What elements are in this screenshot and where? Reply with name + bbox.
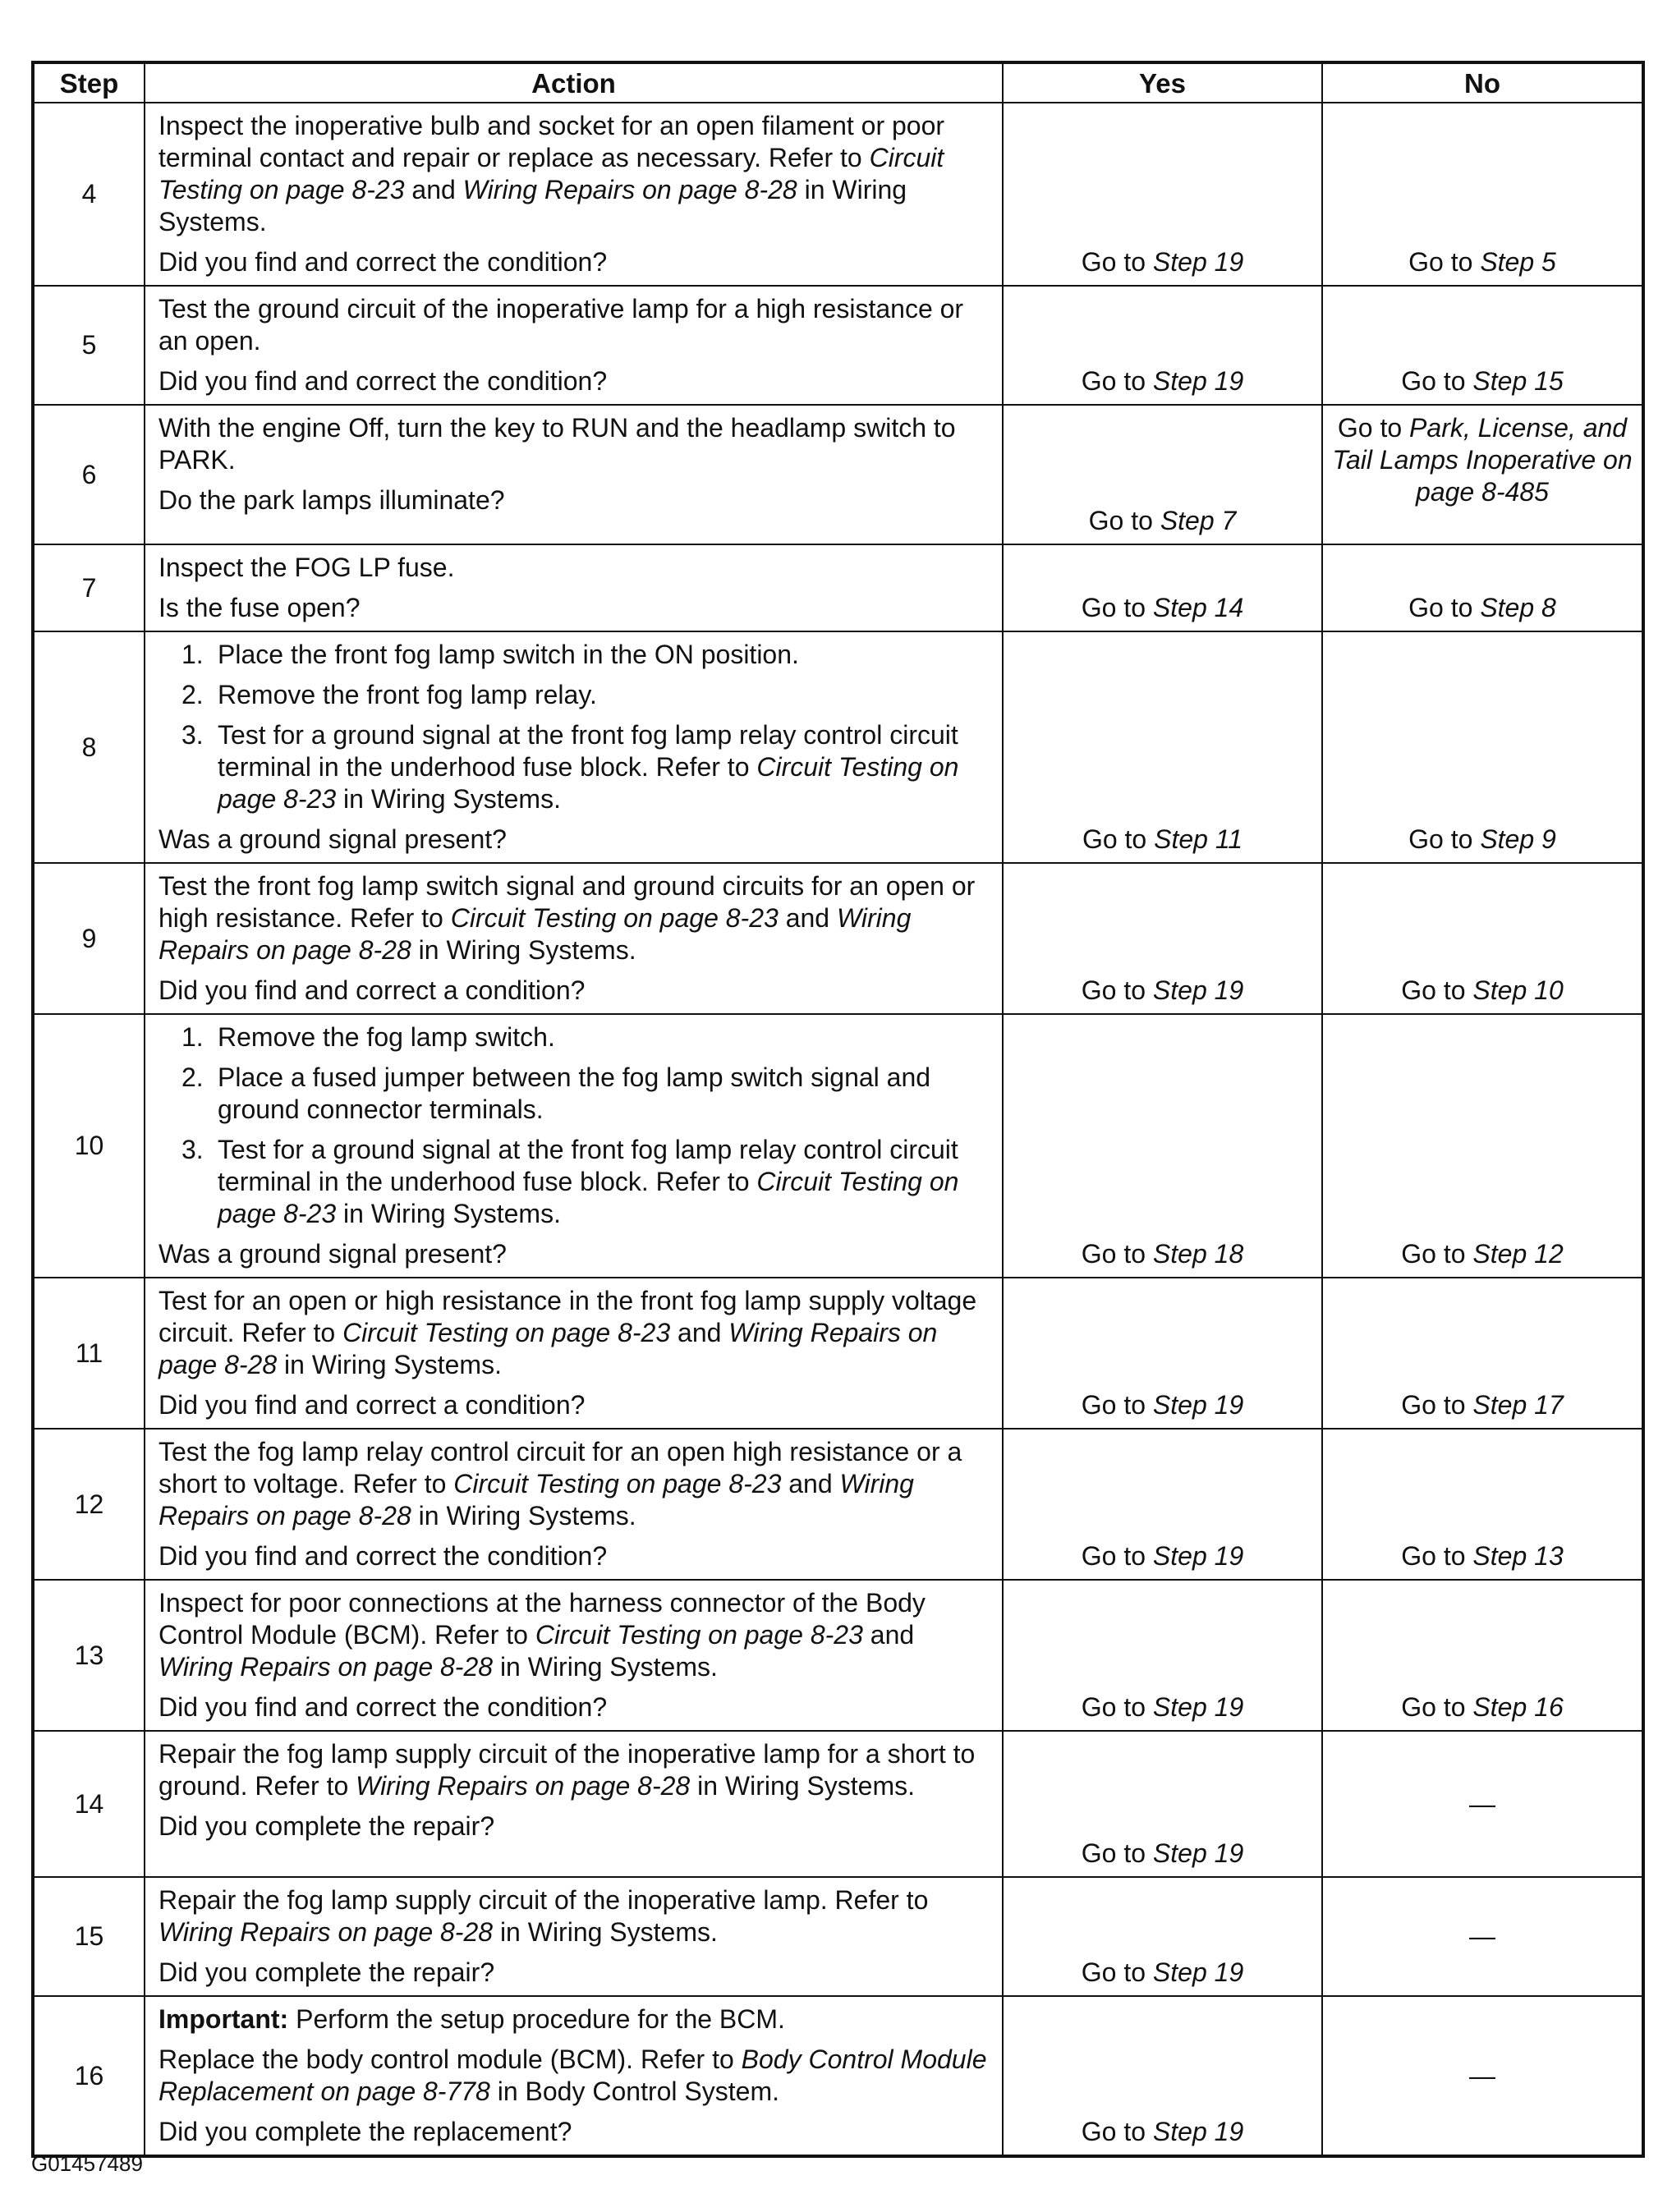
yes-cell xyxy=(1003,405,1322,544)
goto-target-link[interactable]: Step 11 xyxy=(1154,824,1243,854)
goto-target-link[interactable]: Step 19 xyxy=(1152,975,1244,1005)
yes-cell xyxy=(1003,544,1322,631)
header-no: No xyxy=(1322,62,1643,103)
goto-target-link[interactable]: Step 19 xyxy=(1152,366,1244,396)
action-cell xyxy=(145,631,1003,863)
not-applicable-dash: — xyxy=(1469,2060,1495,2090)
action-question: Do the park lamps illuminate? xyxy=(158,485,505,515)
list-item xyxy=(158,1021,992,1053)
action-question: Did you find and correct a condition? xyxy=(158,1390,586,1420)
header-action: Action xyxy=(145,62,1003,103)
action-cell xyxy=(145,1996,1003,2156)
action-cell xyxy=(145,1580,1003,1731)
goto-target-link[interactable]: Step 5 xyxy=(1480,247,1556,277)
action-text: Test the fog lamp relay control circuit for an open high resistance or a short to voltage. Refer to xyxy=(158,1437,962,1498)
yes-cell xyxy=(1003,1278,1322,1429)
goto-prefix: Go to xyxy=(1081,1390,1153,1420)
yes-cell xyxy=(1003,1429,1322,1580)
header-row xyxy=(33,62,1643,103)
reference-link: Body Control Module Replacement on page 8-778 xyxy=(158,2044,987,2106)
no-cell xyxy=(1322,1877,1643,1996)
goto-target-link[interactable]: Step 19 xyxy=(1152,1957,1244,1987)
table-row xyxy=(33,1731,1643,1877)
yes-cell xyxy=(1003,286,1322,405)
reference-link: Wiring Repairs on page 8-28 xyxy=(158,903,912,965)
reference-link: Wiring Repairs on page 8-28 xyxy=(158,1652,494,1682)
reference-link: Circuit Testing on page 8-23 xyxy=(158,143,944,204)
reference-link: Circuit Testing on page 8-23 xyxy=(342,1318,671,1347)
action-text: and xyxy=(781,1469,840,1498)
goto-target-link[interactable]: Step 13 xyxy=(1472,1541,1564,1571)
action-text: Remove the front fog lamp relay. xyxy=(218,680,597,709)
step-number: 14 xyxy=(33,1731,145,1877)
header-step: Step xyxy=(33,62,145,103)
action-text: in Wiring Systems. xyxy=(277,1350,502,1379)
goto-target-link[interactable]: Step 16 xyxy=(1472,1692,1564,1722)
step-number: 7 xyxy=(33,544,145,631)
action-paragraph xyxy=(158,1738,992,1802)
goto-target-link[interactable]: Park, License, and Tail Lamps Inoperative on page 8-485 xyxy=(1332,413,1633,507)
action-cell xyxy=(145,1731,1003,1877)
list-item-number: 1. xyxy=(181,1022,204,1052)
reference-link: Wiring Repairs on page 8-28 xyxy=(158,1318,938,1379)
step-number: 5 xyxy=(33,286,145,405)
no-cell xyxy=(1322,631,1643,863)
action-text: Place a fused jumper between the fog lamp switch signal and ground connector terminals. xyxy=(218,1062,931,1124)
goto-target-link[interactable]: Step 19 xyxy=(1152,247,1244,277)
action-question: Did you complete the repair? xyxy=(158,1811,495,1841)
action-question: Did you find and correct a condition? xyxy=(158,975,586,1005)
action-question: Did you find and correct the condition? xyxy=(158,247,608,277)
no-cell xyxy=(1322,1996,1643,2156)
goto-prefix: Go to xyxy=(1081,1541,1153,1571)
action-text: Test for a ground signal at the front fog lamp relay control circuit terminal in the underhood fuse block. Refer to xyxy=(218,720,958,782)
action-question: Is the fuse open? xyxy=(158,593,361,622)
goto-target-link[interactable]: Step 19 xyxy=(1152,1390,1244,1420)
no-cell xyxy=(1322,1580,1643,1731)
table-row xyxy=(33,1877,1643,1996)
reference-link: Circuit Testing on page 8-23 xyxy=(453,1469,782,1498)
table-row xyxy=(33,544,1643,631)
action-text: in Body Control System. xyxy=(489,2077,779,2106)
action-text: Inspect for poor connections at the harness connector of the Body Control Module (BCM). Refer to xyxy=(158,1588,926,1650)
goto-prefix: Go to xyxy=(1401,1692,1473,1722)
yes-cell xyxy=(1003,1580,1322,1731)
reference-link: Wiring Repairs on page 8-28 xyxy=(356,1771,691,1801)
yes-cell xyxy=(1003,631,1322,863)
goto-prefix: Go to xyxy=(1401,1239,1473,1269)
important-label: Important: xyxy=(158,2004,289,2034)
goto-prefix: Go to xyxy=(1081,975,1153,1005)
no-cell xyxy=(1322,1731,1643,1877)
action-cell xyxy=(145,103,1003,286)
table-row xyxy=(33,1429,1643,1580)
action-question: Did you complete the replacement? xyxy=(158,2117,572,2146)
list-item-number: 1. xyxy=(181,640,204,669)
action-steps-list xyxy=(158,639,992,815)
goto-prefix: Go to xyxy=(1081,1957,1153,1987)
table-row xyxy=(33,103,1643,286)
action-text: in Wiring Systems. xyxy=(336,1199,561,1228)
step-number: 15 xyxy=(33,1877,145,1996)
list-item xyxy=(158,1062,992,1126)
action-text: and xyxy=(670,1318,729,1347)
yes-cell xyxy=(1003,1731,1322,1877)
list-item-number: 3. xyxy=(181,1135,204,1164)
step-number: 12 xyxy=(33,1429,145,1580)
action-text: in Wiring Systems. xyxy=(493,1652,718,1682)
list-item-number: 2. xyxy=(181,1062,204,1092)
list-item xyxy=(158,679,992,711)
action-text: and xyxy=(862,1620,915,1650)
goto-prefix: Go to xyxy=(1401,975,1473,1005)
goto-prefix: Go to xyxy=(1081,2117,1153,2146)
action-text: Remove the fog lamp switch. xyxy=(218,1022,555,1052)
list-item xyxy=(158,719,992,815)
action-text: Test the ground circuit of the inoperative lamp for a high resistance or an open. xyxy=(158,294,964,356)
list-item xyxy=(158,639,992,671)
goto-prefix: Go to xyxy=(1408,247,1481,277)
goto-prefix: Go to xyxy=(1081,1838,1153,1868)
goto-target-link[interactable]: Step 19 xyxy=(1152,1692,1244,1722)
goto-prefix: Go to xyxy=(1081,1239,1153,1269)
goto-prefix: Go to xyxy=(1408,824,1481,854)
action-text: With the engine Off, turn the key to RUN and the headlamp switch to PARK. xyxy=(158,413,956,475)
goto-target-link[interactable]: Step 8 xyxy=(1480,593,1556,622)
table-row xyxy=(33,631,1643,863)
action-text: in Wiring Systems. xyxy=(411,1501,636,1531)
action-text: in Wiring Systems. xyxy=(690,1771,916,1801)
action-text: in Wiring Systems. xyxy=(158,175,907,236)
list-item xyxy=(158,1134,992,1230)
yes-cell xyxy=(1003,1996,1322,2156)
table-row xyxy=(33,286,1643,405)
yes-cell xyxy=(1003,1014,1322,1278)
goto-prefix: Go to xyxy=(1401,366,1473,396)
diagnostic-table-container xyxy=(31,61,1642,2158)
step-number: 11 xyxy=(33,1278,145,1429)
goto-prefix: Go to xyxy=(1337,413,1410,443)
goto-prefix: Go to xyxy=(1408,593,1481,622)
action-cell xyxy=(145,1877,1003,1996)
action-text: and xyxy=(404,175,463,204)
goto-prefix: Go to xyxy=(1081,593,1153,622)
goto-target-link[interactable]: Step 7 xyxy=(1160,506,1237,535)
action-question: Did you find and correct the condition? xyxy=(158,366,608,396)
list-item-number: 3. xyxy=(181,720,204,750)
step-number: 9 xyxy=(33,863,145,1014)
action-paragraph xyxy=(158,110,992,238)
goto-target-link[interactable]: Step 18 xyxy=(1152,1239,1244,1269)
goto-prefix: Go to xyxy=(1082,824,1155,854)
action-text: in Wiring Systems. xyxy=(411,935,636,965)
figure-id: G01457489 xyxy=(31,2151,143,2176)
action-text: Repair the fog lamp supply circuit of the inoperative lamp. Refer to xyxy=(158,1885,929,1915)
action-cell xyxy=(145,1278,1003,1429)
goto-target-link[interactable]: Step 15 xyxy=(1472,366,1564,396)
action-cell xyxy=(145,1429,1003,1580)
action-text: Replace the body control module (BCM). Refer to xyxy=(158,2044,742,2074)
reference-link: Circuit Testing on page 8-23 xyxy=(218,752,959,814)
action-paragraph xyxy=(158,1587,992,1683)
action-text: and xyxy=(778,903,837,933)
action-question: Was a ground signal present? xyxy=(158,1239,507,1269)
table-row xyxy=(33,405,1643,544)
no-cell xyxy=(1322,1429,1643,1580)
reference-link: Circuit Testing on page 8-23 xyxy=(218,1167,959,1228)
step-number: 4 xyxy=(33,103,145,286)
goto-prefix: Go to xyxy=(1088,506,1160,535)
action-text: Test for a ground signal at the front fog lamp relay control circuit terminal in the underhood fuse block. Refer to xyxy=(218,1135,958,1196)
action-text: in Wiring Systems. xyxy=(493,1917,718,1947)
goto-target-link[interactable]: Step 19 xyxy=(1152,2117,1244,2146)
step-number: 6 xyxy=(33,405,145,544)
yes-cell xyxy=(1003,1877,1322,1996)
list-item-number: 2. xyxy=(181,680,204,709)
step-number: 13 xyxy=(33,1580,145,1731)
step-number: 10 xyxy=(33,1014,145,1278)
action-cell xyxy=(145,863,1003,1014)
not-applicable-dash: — xyxy=(1469,1788,1495,1819)
action-text: in Wiring Systems. xyxy=(336,784,561,814)
goto-target-link[interactable]: Step 9 xyxy=(1480,824,1556,854)
table-row xyxy=(33,1996,1643,2156)
reference-link: Wiring Repairs on page 8-28 xyxy=(462,175,797,204)
table-body xyxy=(33,103,1643,2156)
action-text: Repair the fog lamp supply circuit of the inoperative lamp for a short to ground. Refer to xyxy=(158,1739,976,1801)
reference-link: Wiring Repairs on page 8-28 xyxy=(158,1469,914,1531)
action-cell xyxy=(145,1014,1003,1278)
goto-target-link[interactable]: Step 12 xyxy=(1472,1239,1564,1269)
goto-prefix: Go to xyxy=(1401,1390,1473,1420)
table-row xyxy=(33,1580,1643,1731)
action-text: Inspect the FOG LP fuse. xyxy=(158,553,455,582)
action-question: Was a ground signal present? xyxy=(158,824,507,854)
action-cell xyxy=(145,405,1003,544)
header-yes: Yes xyxy=(1003,62,1322,103)
action-cell xyxy=(145,286,1003,405)
important-text: Perform the setup procedure for the BCM. xyxy=(288,2004,785,2034)
action-text: Place the front fog lamp switch in the ON position. xyxy=(218,640,799,669)
action-text: Test for an open or high resistance in the front fog lamp supply voltage circuit. Refer to xyxy=(158,1286,977,1347)
reference-link: Circuit Testing on page 8-23 xyxy=(535,1620,863,1650)
goto-target-link[interactable]: Step 14 xyxy=(1152,593,1244,622)
reference-link: Circuit Testing on page 8-23 xyxy=(450,903,779,933)
goto-target-link[interactable]: Step 10 xyxy=(1472,975,1564,1005)
action-question: Did you find and correct the condition? xyxy=(158,1692,608,1722)
action-paragraph xyxy=(158,552,992,584)
no-cell xyxy=(1322,103,1643,286)
no-cell xyxy=(1322,405,1643,544)
no-cell xyxy=(1322,544,1643,631)
no-cell xyxy=(1322,1278,1643,1429)
action-question: Did you complete the repair? xyxy=(158,1957,495,1987)
not-applicable-dash: — xyxy=(1469,1921,1495,1951)
action-question: Did you find and correct the condition? xyxy=(158,1541,608,1571)
step-number: 16 xyxy=(33,1996,145,2156)
no-cell xyxy=(1322,286,1643,405)
action-paragraph xyxy=(158,870,992,966)
goto-prefix: Go to xyxy=(1081,1692,1153,1722)
action-text: Inspect the inoperative bulb and socket for an open filament or poor terminal contact and repair or replace as necessary. Refer to xyxy=(158,111,945,172)
diagnostic-table xyxy=(31,61,1645,2158)
action-paragraph xyxy=(158,1436,992,1532)
important-note xyxy=(158,2003,992,2035)
action-paragraph xyxy=(158,1884,992,1948)
goto-prefix: Go to xyxy=(1081,366,1153,396)
goto-prefix: Go to xyxy=(1081,247,1153,277)
action-cell xyxy=(145,544,1003,631)
yes-cell xyxy=(1003,863,1322,1014)
table-row xyxy=(33,1278,1643,1429)
table-row xyxy=(33,1014,1643,1278)
goto-target-link[interactable]: Step 19 xyxy=(1152,1541,1244,1571)
action-paragraph xyxy=(158,1285,992,1381)
action-text: Test the front fog lamp switch signal and ground circuits for an open or high resistance. Refer to xyxy=(158,871,976,933)
yes-cell xyxy=(1003,103,1322,286)
action-paragraph xyxy=(158,412,992,476)
reference-link: Wiring Repairs on page 8-28 xyxy=(158,1917,494,1947)
step-number: 8 xyxy=(33,631,145,863)
no-cell xyxy=(1322,863,1643,1014)
action-steps-list xyxy=(158,1021,992,1230)
no-cell xyxy=(1322,1014,1643,1278)
table-row xyxy=(33,863,1643,1014)
goto-target-link[interactable]: Step 19 xyxy=(1152,1838,1244,1868)
goto-prefix: Go to xyxy=(1401,1541,1473,1571)
action-paragraph xyxy=(158,293,992,357)
action-paragraph xyxy=(158,2044,992,2108)
goto-target-link[interactable]: Step 17 xyxy=(1472,1390,1564,1420)
